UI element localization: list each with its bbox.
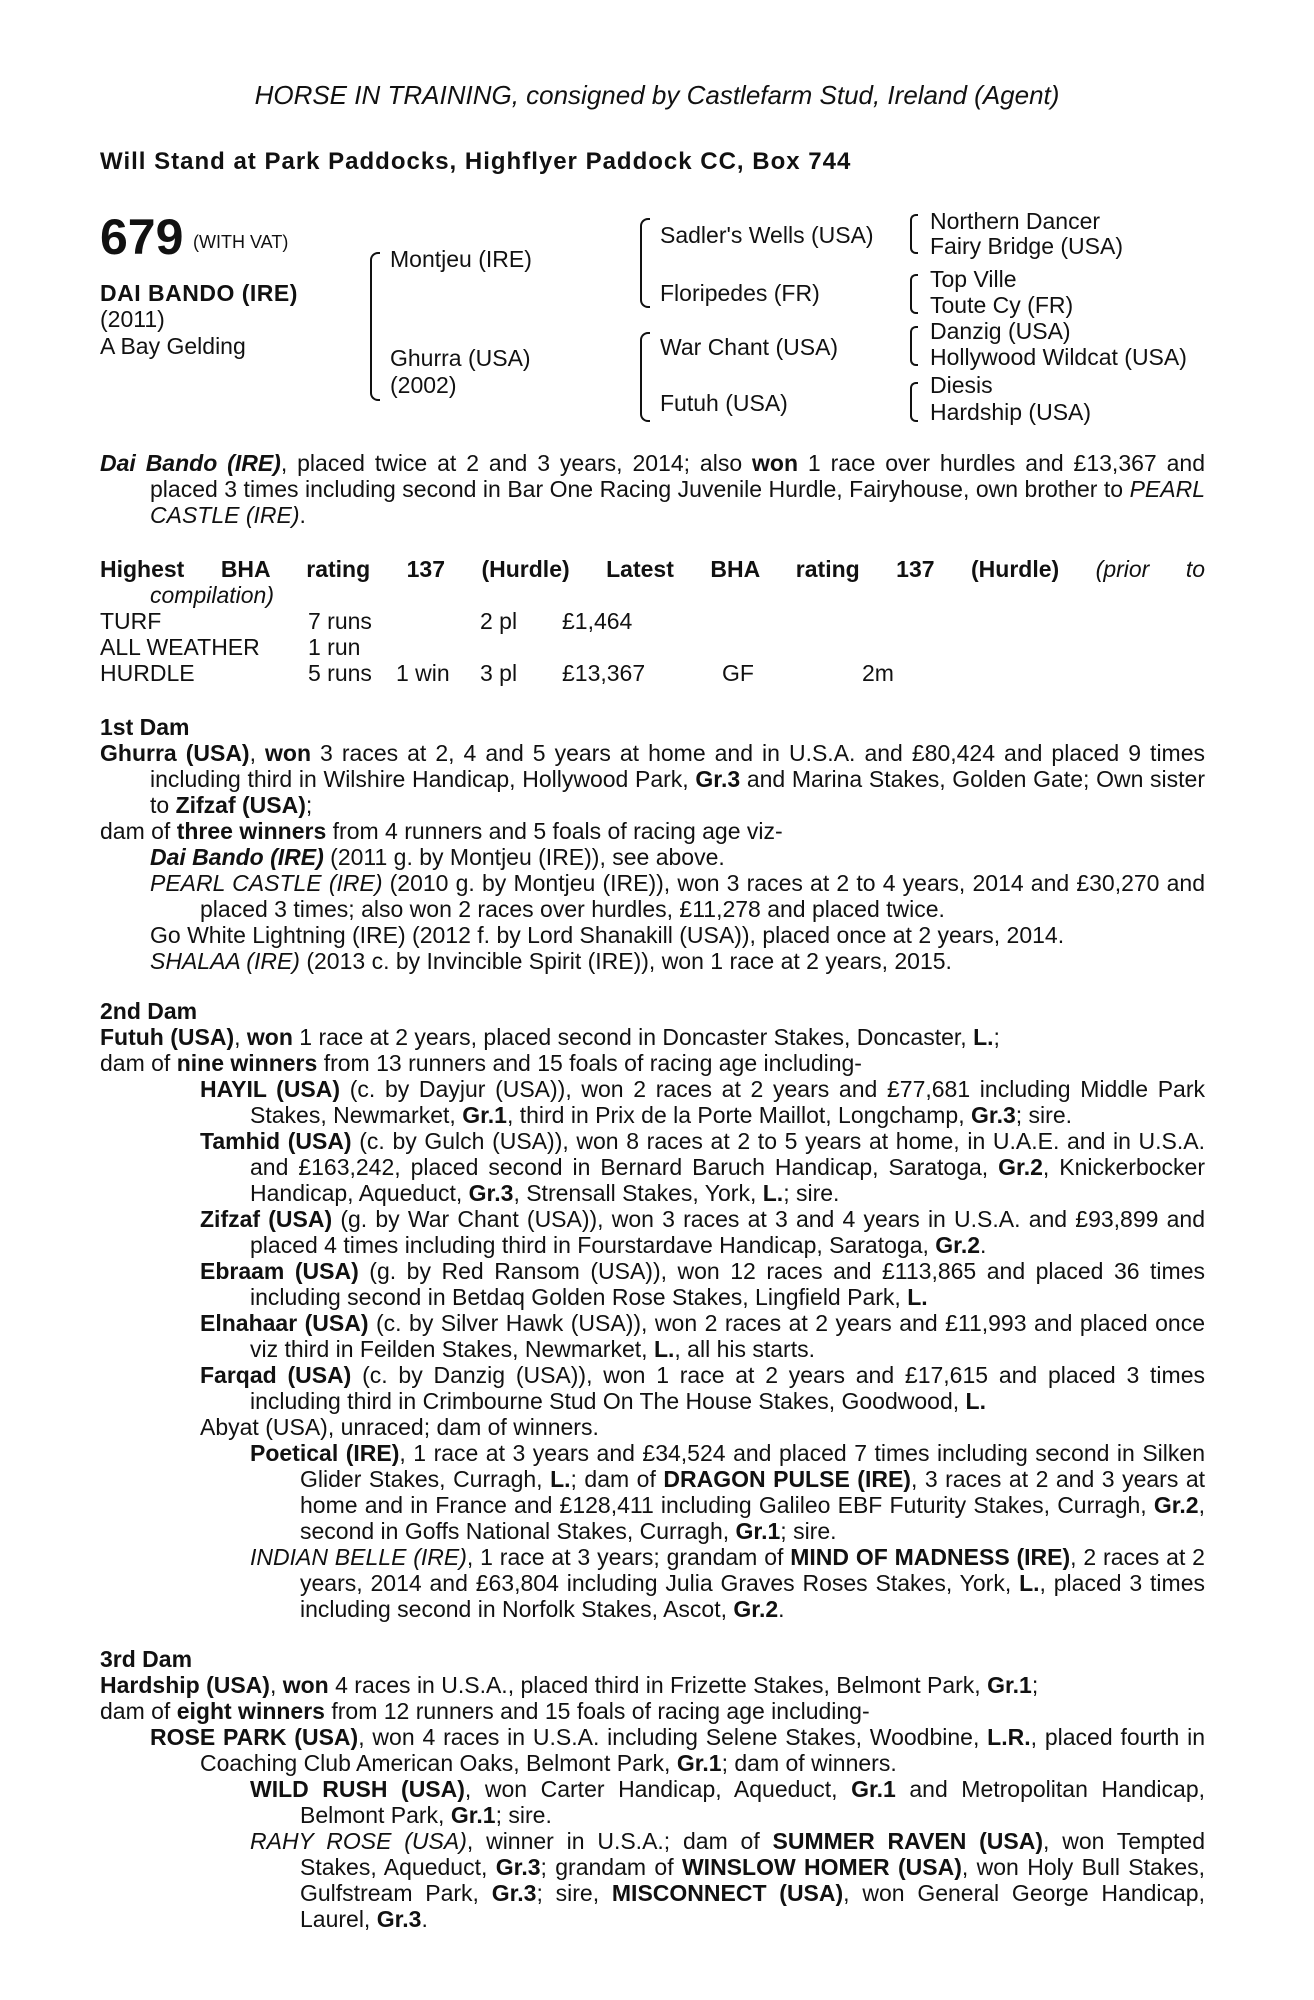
sire-sire: Sadler's Wells (USA) [660,222,874,248]
dam2-heading: 2nd Dam [100,998,198,1024]
brace-g7 [910,382,918,422]
list-item: Zifzaf (USA) (g. by War Chant (USA)), won 3 races at 3 and 4 years in U.S.A. and £93,899 and placed 4 times including third in Fourstardave Handicap, Saratoga, Gr.2. [200,1206,1205,1258]
ped-g7: Diesis [930,372,993,398]
brace-g3 [910,274,918,314]
sire-dam: Floripedes (FR) [660,280,820,306]
table-row: TURF 7 runs 2 pl £1,464 [100,608,633,634]
dam-year: (2002) [390,372,457,398]
ped-g8: Hardship (USA) [930,399,1092,425]
horse-year: (2011) [100,306,165,332]
rating-text: Highest BHA rating 137 (Hurdle) Latest BHA rating 137 (Hurdle) [100,556,1060,582]
list-item: INDIAN BELLE (IRE), 1 race at 3 years; grandam of MIND OF MADNESS (IRE), 2 races at 2 years, 2014 and £63,804 including Julia Graves Roses Stakes, York, L., placed 3 times including second in Norfolk Stakes, Ascot, Gr.2. [250,1544,1205,1622]
list-item: Abyat (USA), unraced; dam of winners. [200,1414,599,1440]
dam3-paragraph: Hardship (USA), won 4 races in U.S.A., placed third in Frizette Stakes, Belmont Park, Gr.1; [100,1672,1039,1698]
dam2-paragraph: Futuh (USA), won 1 race at 2 years, placed second in Doncaster Stakes, Doncaster, L.; [100,1024,1000,1050]
rating-block: Highest BHA rating 137 (Hurdle) Latest BHA rating 137 (Hurdle) (prior to compilation) [100,556,1206,608]
catalogue-body [100,450,1205,1932]
location-line: Will Stand at Park Paddocks, Highflyer Paddock CC, Box 744 [100,148,852,175]
ped-g5: Danzig (USA) [930,318,1071,344]
sire-name: Montjeu (IRE) [390,246,532,272]
brace-g1 [910,214,918,254]
list-item: RAHY ROSE (USA), winner in U.S.A.; dam of SUMMER RAVEN (USA), won Tempted Stakes, Aqueduct, Gr.3; grandam of WINSLOW HOMER (USA), won Holy Bull Stakes, Gulfstream Park, Gr.3; sire, MISCONNECT (USA), won General George Handicap, Laurel, Gr.3. [250,1828,1206,1932]
pedigree-brace-main [370,252,380,401]
list-item: PEARL CASTLE (IRE) (2010 g. by Montjeu (IRE)), won 3 races at 2 to 4 years, 2014 and £30,270 and placed 3 times; also won 2 races over hurdles, £11,278 and placed twice. [150,870,1206,922]
dam1-paragraph: Ghurra (USA), won 3 races at 2, 4 and 5 years at home and in U.S.A. and £80,424 and placed 9 times including third in Wilshire Handicap, Hollywood Park, Gr.3 and Marina Stakes, Golden Gate; Own sister to Zifzaf (USA); [100,740,1205,818]
dam-name: Ghurra (USA) [390,345,531,371]
ped-g1: Northern Dancer [930,208,1101,234]
ped-g4: Toute Cy (FR) [930,292,1074,318]
list-item: Poetical (IRE), 1 race at 3 years and £34,524 and placed 7 times including second in Silken Glider Stakes, Curragh, L.; dam of DRAGON PULSE (IRE), 3 races at 2 and 3 years at home and in France and £128,411 including Galileo EBF Futurity Stakes, Curragh, Gr.2, second in Goffs National Stakes, Curragh, Gr.1; sire. [250,1440,1206,1544]
ped-g3: Top Ville [930,266,1017,292]
lot-number: 679 [100,209,184,265]
horse-name: DAI BANDO (IRE) [100,280,298,306]
table-row: HURDLE 5 runs 1 win 3 pl £13,367 GF 2m [100,660,894,686]
dam-dam: Futuh (USA) [660,390,788,416]
list-item: Go White Lightning (IRE) (2012 f. by Lord Shanakill (USA)), placed once at 2 years, 2014. [150,922,1065,948]
race-record-table [100,608,894,686]
list-item: Dai Bando (IRE) (2011 g. by Montjeu (IRE)), see above. [150,844,725,870]
ped-g2: Fairy Bridge (USA) [930,233,1123,259]
dam2-produce-intro: dam of nine winners from 13 runners and 15 foals of racing age including- [100,1050,862,1076]
list-item: Elnahaar (USA) (c. by Silver Hawk (USA)), won 2 races at 2 years and £11,993 and placed once viz third in Feilden Stakes, Newmarket, L., all his starts. [200,1310,1205,1362]
horse-description: A Bay Gelding [100,333,246,359]
dam3-produce-intro: dam of eight winners from 12 runners and 15 foals of racing age including- [100,1698,870,1724]
dam-sire: War Chant (USA) [660,334,839,360]
dam1-heading: 1st Dam [100,714,190,740]
list-item: Farqad (USA) (c. by Danzig (USA)), won 1 race at 2 years and £17,615 and placed 3 times including third in Crimbourne Stud On The House Stakes, Goodwood, L. [200,1362,1205,1414]
list-item: SHALAA (IRE) (2013 c. by Invincible Spirit (IRE)), won 1 race at 2 years, 2015. [150,948,952,974]
table-row: ALL WEATHER 1 run [100,634,361,660]
vat-label: (WITH VAT) [193,232,289,252]
brace-g5 [910,326,918,366]
list-item: Tamhid (USA) (c. by Gulch (USA)), won 8 races at 2 to 5 years at home, in U.A.E. and in U.S.A. and £163,242, placed second in Bernard Baruch Handicap, Saratoga, Gr.2, Knickerbocker Handicap, Aqueduct, Gr.3, Strensall Stakes, York, L.; sire. [200,1128,1206,1206]
dam3-heading: 3rd Dam [100,1646,193,1672]
intro-paragraph: Dai Bando (IRE), placed twice at 2 and 3 years, 2014; also won 1 race over hurdles and £13,367 and placed 3 times including second in Bar One Racing Juvenile Hurdle, Fairyhouse, own brother to PEARL CASTLE (IRE). [100,450,1205,528]
page-header: HORSE IN TRAINING, consigned by Castlefarm Stud, Ireland (Agent) [254,80,1060,110]
list-item: WILD RUSH (USA), won Carter Handicap, Aqueduct, Gr.1 and Metropolitan Handicap, Belmont Park, Gr.1; sire. [250,1776,1205,1828]
list-item: HAYIL (USA) (c. by Dayjur (USA)), won 2 races at 2 years and £77,681 including Middle Park Stakes, Newmarket, Gr.1, third in Prix de la Porte Maillot, Longchamp, Gr.3; sire. [200,1076,1205,1128]
dam1-produce-intro: dam of three winners from 4 runners and 5 foals of racing age viz- [100,818,783,844]
list-item: ROSE PARK (USA), won 4 races in U.S.A. including Selene Stakes, Woodbine, L.R., placed fourth in Coaching Club American Oaks, Belmont Park, Gr.1; dam of winners. [150,1724,1206,1776]
list-item: Ebraam (USA) (g. by Red Ransom (USA)), won 12 races and £113,865 and placed 36 times including second in Betdaq Golden Rose Stakes, Lingfield Park, L. [200,1258,1205,1310]
pedigree-brace-sire [640,218,650,308]
ped-g6: Hollywood Wildcat (USA) [930,344,1187,370]
pedigree-brace-dam [640,332,650,422]
